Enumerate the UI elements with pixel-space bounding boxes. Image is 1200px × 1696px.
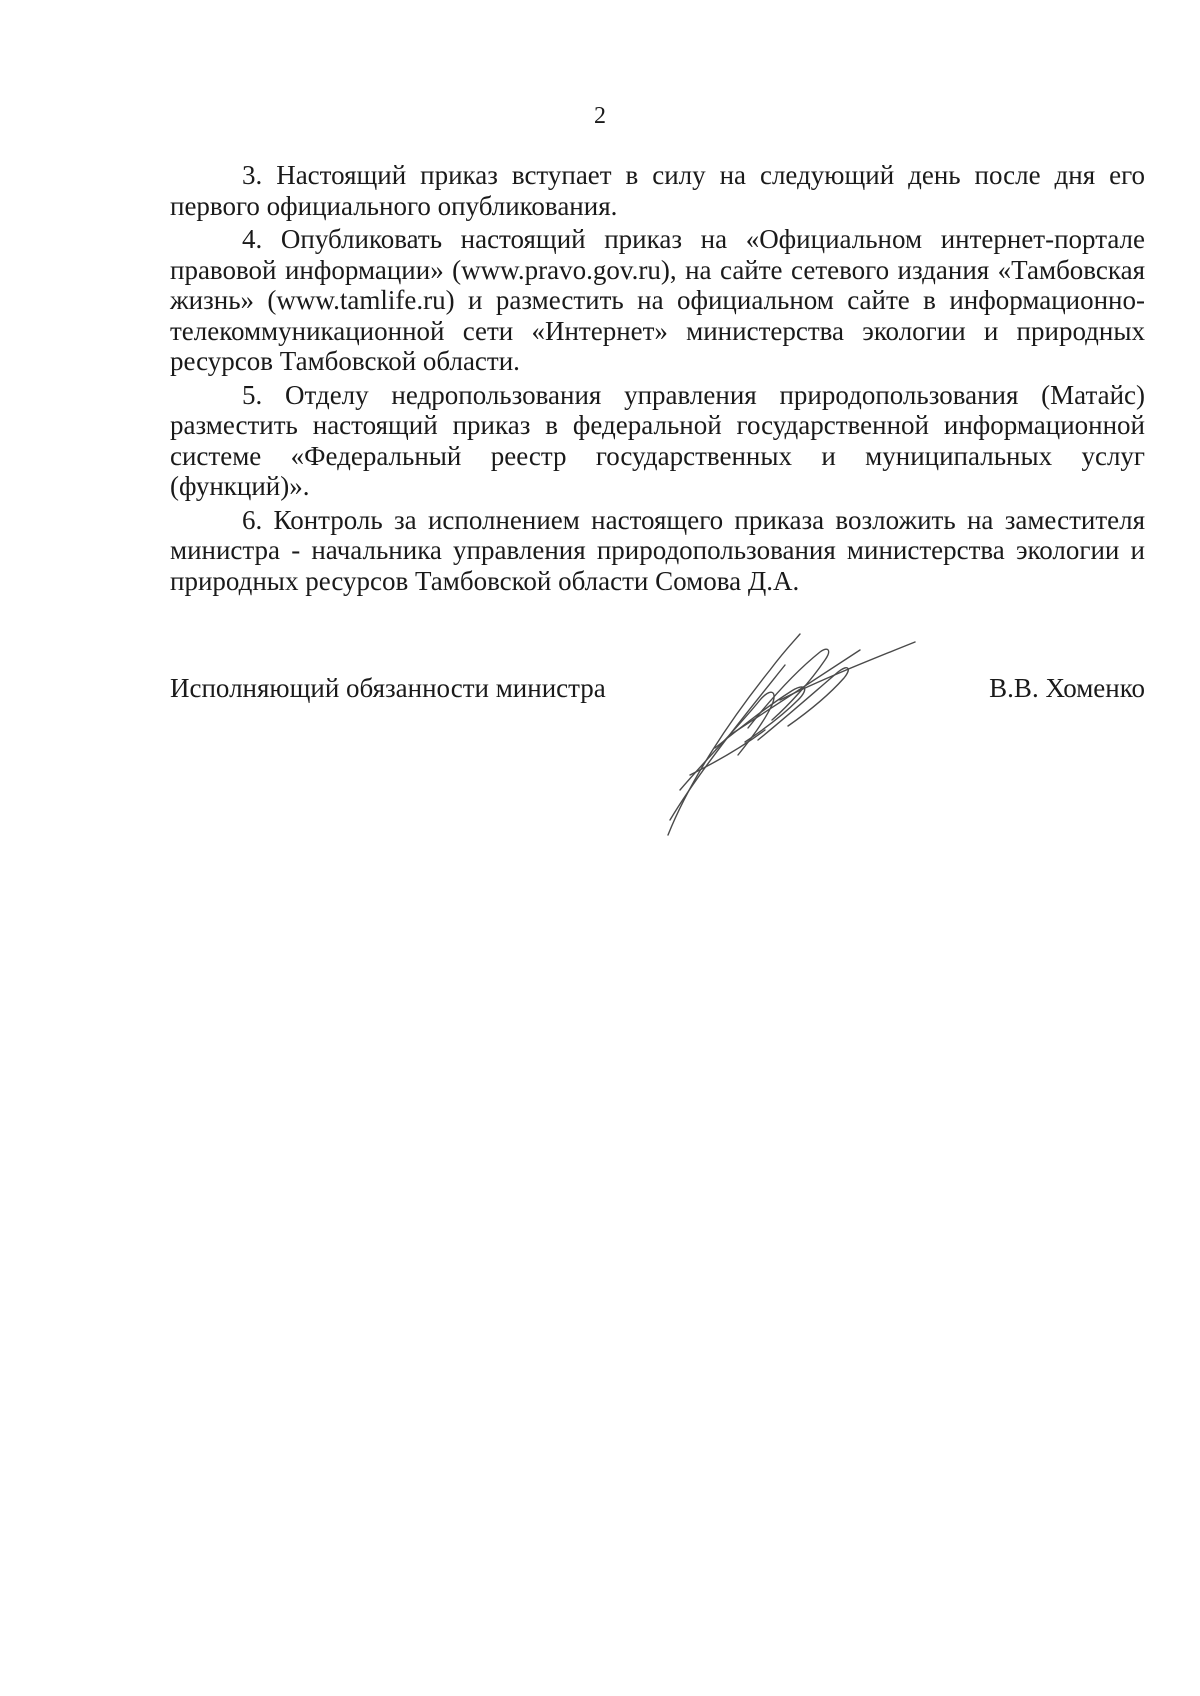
paragraph-6: 6. Контроль за исполнением настоящего приказа возложить на заместителя министра - начальника управления природопользования министерства экологии и природных ресурсов Тамбовской области Сомова Д.А. <box>170 504 1145 596</box>
document-body <box>170 160 1145 596</box>
signer-name: В.В. Хоменко <box>989 673 1145 703</box>
paragraph-3: 3. Настоящий приказ вступает в силу на следующий день после дня его первого официального опубликования. <box>170 160 1145 221</box>
paragraph-5: 5. Отделу недропользования управления природопользования (Матайс) разместить настоящий приказ в федеральной государственной информационной системе «Федеральный реестр государственных и муниципальных услуг (функций)». <box>170 379 1145 501</box>
paragraph-4: 4. Опубликовать настоящий приказ на «Официальном интернет-портале правовой информации» (www.pravo.gov.ru), на сайте сетевого издания «Тамбовская жизнь» (www.tamlife.ru) и разместить на официальном сайте в информационно-телекоммуникационной сети «Интернет» министерства экологии и природных ресурсов Тамбовской области. <box>170 224 1145 376</box>
signer-title: Исполняющий обязанности министра <box>170 673 606 703</box>
page-number: 2 <box>594 103 606 129</box>
handwritten-signature <box>660 630 920 850</box>
signature-block <box>170 673 1145 713</box>
